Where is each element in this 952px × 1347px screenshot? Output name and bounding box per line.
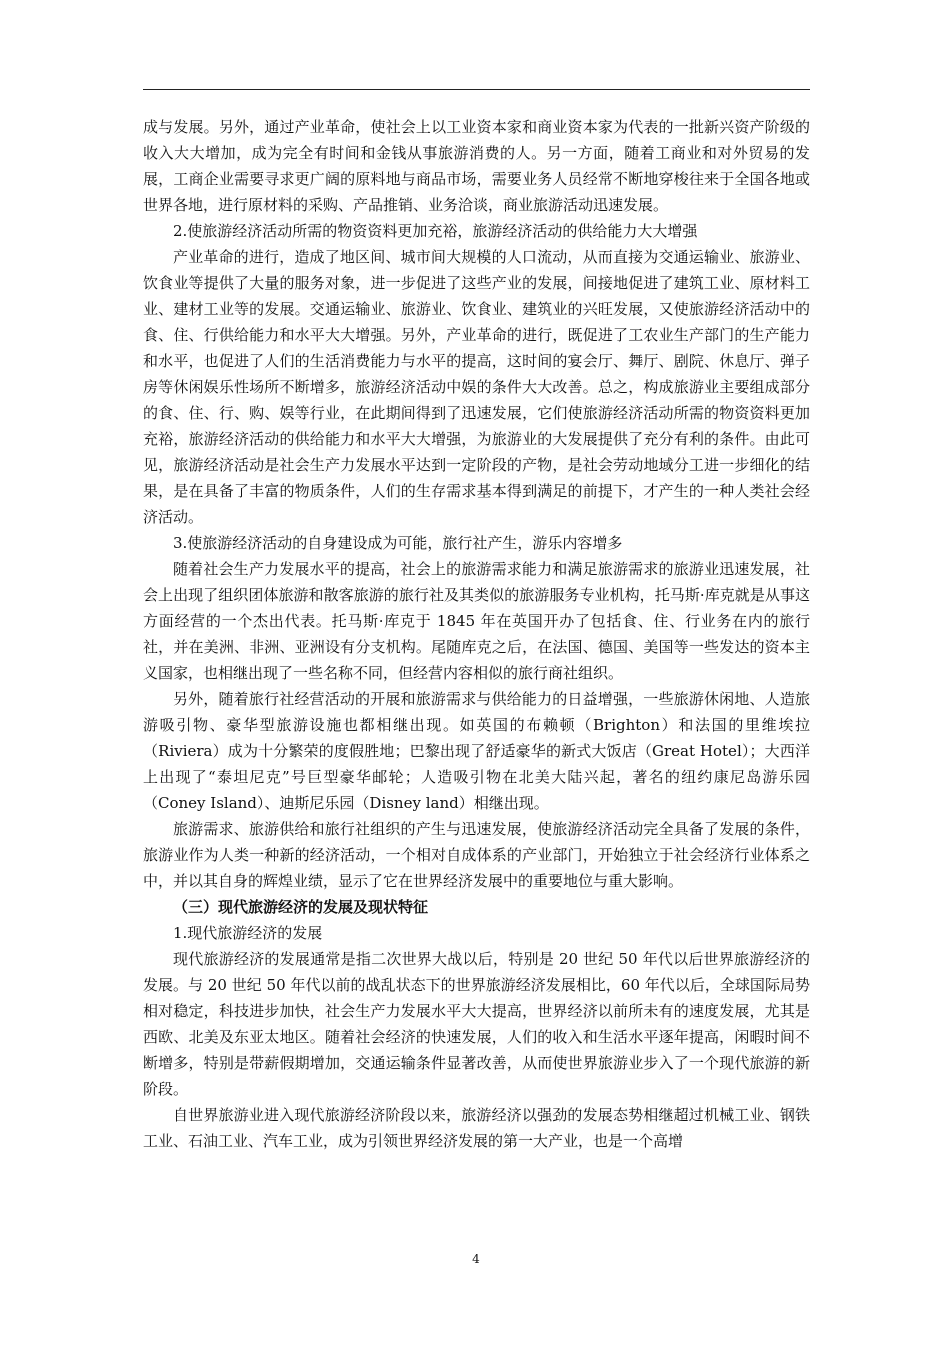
subheading-3: 3.使旅游经济活动的自身建设成为可能，旅行社产生，游乐内容增多 [173, 534, 623, 552]
paragraph: 旅游需求、旅游供给和旅行社组织的产生与迅速发展，使旅游经济活动完全具备了发展的条件，旅游业作为人类一种新的经济活动，一个相对自成体系的产业部门，开始独立于社会经济行业体系之中，并以其自身的辉煌业绩，显示了它在世界经济发展中的重要地位与重大影响。 [143, 820, 810, 890]
paragraph: 自世界旅游业进入现代旅游经济阶段以来，旅游经济以强劲的发展态势相继超过机械工业、钢铁工业、石油工业、汽车工业，成为引领世界经济发展的第一大产业，也是一个高增 [143, 1106, 810, 1150]
subheading-1: 1.现代旅游经济的发展 [173, 924, 323, 942]
subheading-2: 2.使旅游经济活动所需的物资资料更加充裕，旅游经济活动的供给能力大大增强 [173, 222, 698, 240]
header-rule [143, 89, 810, 90]
section-heading: （三）现代旅游经济的发展及现状特征 [173, 898, 429, 916]
paragraph: 另外，随着旅行社经营活动的开展和旅游需求与供给能力的日益增强，一些旅游休闲地、人造旅游吸引物、豪华型旅游设施也都相继出现。如英国的布赖顿（Brighton）和法国的里维埃拉（Riviera）成为十分繁荣的度假胜地；巴黎出现了舒适豪华的新式大饭店（Great Hotel）；大西洋上出现了“泰坦尼克”号巨型豪华邮轮；人造吸引物在北美大陆兴起，著名的纽约康尼岛游乐园（Coney Island）、迪斯尼乐园（Disney land）相继出现。 [143, 690, 810, 812]
page-body [143, 114, 810, 1154]
paragraph: 随着社会生产力发展水平的提高，社会上的旅游需求能力和满足旅游需求的旅游业迅速发展，社会上出现了组织团体旅游和散客旅游的旅行社及其类似的旅游服务专业机构，托马斯·库克就是从事这方面经营的一个杰出代表。托马斯·库克于 1845 年在英国开办了包括食、住、行业务在内的旅行社，并在美洲、非洲、亚洲设有分支机构。尾随库克之后，在法国、德国、美国等一些发达的资本主义国家，也相继出现了一些名称不同，但经营内容相似的旅行商社组织。 [143, 560, 810, 682]
page-number: 4 [472, 1252, 480, 1266]
paragraph-continued: 成与发展。另外，通过产业革命，使社会上以工业资本家和商业资本家为代表的一批新兴资产阶级的收入大大增加，成为完全有时间和金钱从事旅游消费的人。另一方面，随着工商业和对外贸易的发展，工商企业需要寻求更广阔的原料地与商品市场，需要业务人员经常不断地穿梭往来于全国各地或世界各地，进行原材料的采购、产品推销、业务洽谈，商业旅游活动迅速发展。 [143, 118, 810, 214]
paragraph: 产业革命的进行，造成了地区间、城市间大规模的人口流动，从而直接为交通运输业、旅游业、饮食业等提供了大量的服务对象，进一步促进了这些产业的发展，间接地促进了建筑工业、原材料工业、建材工业等的发展。交通运输业、旅游业、饮食业、建筑业的兴旺发展，又使旅游经济活动中的食、住、行供给能力和水平大大增强。另外，产业革命的进行，既促进了工农业生产部门的生产能力和水平，也促进了人们的生活消费能力与水平的提高，这时间的宴会厅、舞厅、剧院、休息厅、弹子房等休闲娱乐性场所不断增多，旅游经济活动中娱的条件大大改善。总之，构成旅游业主要组成部分的食、住、行、购、娱等行业，在此期间得到了迅速发展，它们使旅游经济活动所需的物资资料更加充裕，旅游经济活动的供给能力和水平大大增强，为旅游业的大发展提供了充分有利的条件。由此可见，旅游经济活动是社会生产力发展水平达到一定阶段的产物，是社会劳动地域分工进一步细化的结果，是在具备了丰富的物质条件，人们的生存需求基本得到满足的前提下，才产生的一种人类社会经济活动。 [143, 248, 810, 526]
paragraph: 现代旅游经济的发展通常是指二次世界大战以后，特别是 20 世纪 50 年代以后世界旅游经济的发展。与 20 世纪 50 年代以前的战乱状态下的世界旅游经济发展相比，60 年代以后，全球国际局势相对稳定，科技进步加快，社会生产力发展水平大大提高，世界经济以前所未有的速度发展，尤其是西欧、北美及东亚太地区。随着社会经济的快速发展，人们的收入和生活水平逐年提高，闲暇时间不断增多，特别是带薪假期增加，交通运输条件显著改善，从而使世界旅游业步入了一个现代旅游的新阶段。 [143, 950, 810, 1098]
